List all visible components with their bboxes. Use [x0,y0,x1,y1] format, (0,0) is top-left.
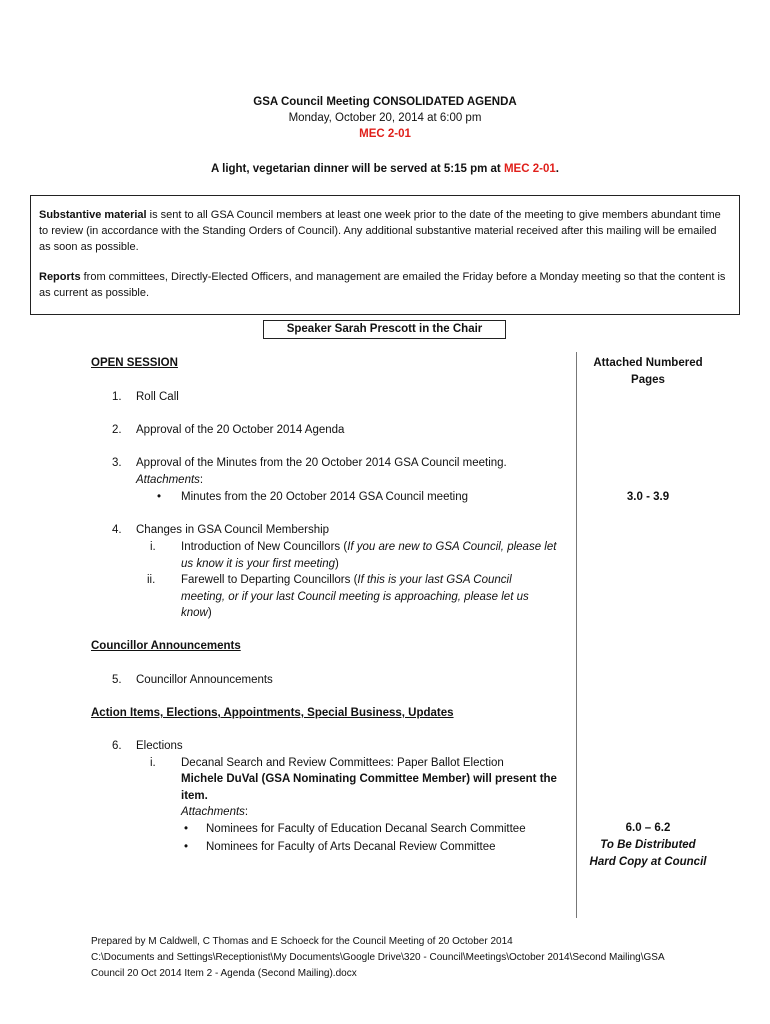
item-6i-presenter: Michele DuVal (GSA Nominating Committee Member) will present the item. [181,773,557,802]
item-4-number: 4. [112,524,122,536]
item-6i-number: i. [150,757,156,769]
substantive-label: Substantive material [39,209,147,221]
item-5-text: Councillor Announcements [136,674,273,686]
section-announcements: Councillor Announcements [91,640,241,652]
meeting-location: MEC 2-01 [359,128,411,140]
item-4ii-text: Farewell to Departing Councillors (If this is your last GSA Council meeting, or if your last Council meeting is approaching, please let us know) [181,574,529,619]
item-6-distribution-2: Hard Copy at Council [589,856,707,868]
bullet-icon: • [184,823,189,835]
attached-pages-header [578,355,718,388]
item-4-text: Changes in GSA Council Membership [136,524,330,536]
item-3-number: 3. [112,457,122,469]
item-6i-text: Decanal Search and Review Committees: Paper Ballot Election [181,757,504,769]
footer-prepared-by: Prepared by M Caldwell, C Thomas and E Schoeck for the Council Meeting of 20 October 2014 [91,936,513,947]
item-4i-number: i. [150,541,156,553]
item-2-text: Approval of the 20 October 2014 Agenda [136,424,345,436]
agenda-header [0,94,770,142]
dinner-end: . [555,163,559,175]
notice-box [30,195,740,315]
item-3-bullet: Minutes from the 20 October 2014 GSA Council meeting [181,491,469,503]
item-1-text: Roll Call [136,391,179,403]
dinner-location: MEC 2-01 [503,163,556,175]
dinner-notice [0,161,770,178]
item-6-text: Elections [136,740,183,752]
dinner-text: A light, vegetarian dinner will be served at 5:15 pm at [211,163,504,175]
item-3-pages: 3.0 - 3.9 [626,491,670,503]
item-6-attachments-label: Attachments: [181,806,249,818]
agenda-title: GSA Council Meeting CONSOLIDATED AGENDA [253,96,517,108]
section-action-items: Action Items, Elections, Appointments, Special Business, Updates [91,707,454,719]
item-4i-text: Introduction of New Councillors (If you are new to GSA Council, please let us know it is your first meeting) [181,541,557,570]
attached-pages-header-line1: Attached Numbered [593,357,703,369]
substantive-text: is sent to all GSA Council members at least one week prior to the date of the meeting to give members abundant time to review (in accordance with the Standing Orders of Council). Any additional substantive material received after this mailing will be emailed as soon as possible. [39,209,721,253]
footer-file-path: C:\Documents and Settings\Receptionist\My Documents\Google Drive\320 - Council\Meetings\October 2014\Second Mailing\GSA Council 20 Oct 2014 Item 2 - Agenda (Second Mailing).docx [91,952,665,979]
item-1-number: 1. [112,391,122,403]
section-open-session: OPEN SESSION [91,357,178,369]
bullet-icon: • [157,491,162,503]
item-6-pages: 6.0 – 6.2 [625,822,671,834]
bullet-icon: • [184,841,189,853]
reports-label: Reports [39,271,81,283]
item-2-number: 2. [112,424,122,436]
meeting-date: Monday, October 20, 2014 at 6:00 pm [288,112,482,124]
reports-text: from committees, Directly-Elected Officers, and management are emailed the Friday before a Monday meeting so that the content is as current as possible. [39,271,726,299]
item-6-number: 6. [112,740,122,752]
reports-paragraph [39,269,731,301]
attached-pages-header-line2: Pages [631,373,665,386]
item-5-number: 5. [112,674,122,686]
chair-box: Speaker Sarah Prescott in the Chair [263,320,506,339]
document-footer [91,934,671,982]
item-3-attachments-label: Attachments: [136,474,204,486]
item-6-distribution-1: To Be Distributed [600,839,696,851]
substantive-paragraph [39,207,731,255]
item-3-text: Approval of the Minutes from the 20 October 2014 GSA Council meeting. [136,457,507,469]
item-6-bullet-2: Nominees for Faculty of Arts Decanal Review Committee [206,841,496,853]
item-4ii-number: ii. [147,574,156,586]
column-divider [576,352,577,918]
item-6-bullet-1: Nominees for Faculty of Education Decanal Search Committee [206,823,526,835]
